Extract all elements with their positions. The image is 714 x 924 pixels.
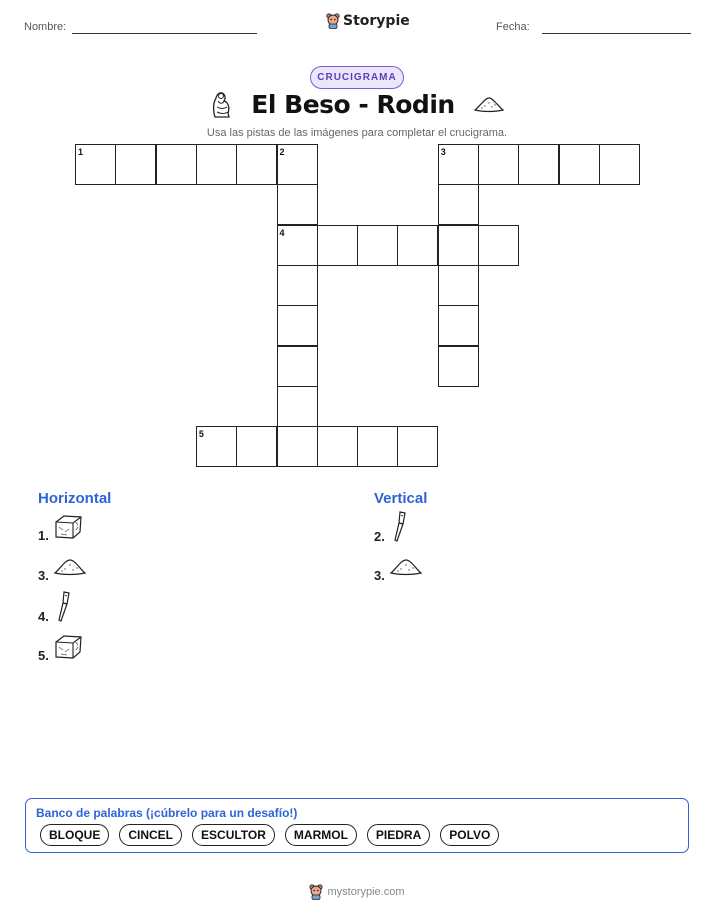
brand-logo bbox=[326, 13, 410, 29]
word-chip: PIEDRA bbox=[367, 824, 430, 846]
clue-vertical-2 bbox=[374, 510, 409, 544]
date-line[interactable] bbox=[542, 33, 691, 34]
crossword-cell[interactable] bbox=[478, 225, 519, 266]
clue-number: 3. bbox=[38, 568, 49, 583]
crossword-cell[interactable] bbox=[277, 386, 318, 427]
cell-number: 2 bbox=[279, 147, 285, 157]
crossword-cell[interactable] bbox=[397, 225, 438, 266]
crossword-cell[interactable] bbox=[277, 265, 318, 306]
crossword-cell[interactable] bbox=[277, 426, 318, 467]
clue-number: 4. bbox=[38, 608, 49, 624]
crossword-badge: CRUCIGRAMA bbox=[310, 66, 404, 89]
page-title: El Beso - Rodin bbox=[251, 89, 455, 119]
crossword-cell[interactable] bbox=[75, 144, 116, 185]
cell-number: 5 bbox=[198, 429, 204, 440]
title-row bbox=[0, 89, 714, 119]
crossword-cell[interactable] bbox=[357, 225, 398, 266]
instructions: Usa las pistas de las imágenes para completar el crucigrama. bbox=[206, 127, 508, 139]
crossword-cell[interactable] bbox=[357, 426, 398, 467]
name-line[interactable] bbox=[72, 33, 257, 34]
marble-block-icon bbox=[53, 513, 83, 541]
bear-mascot-icon bbox=[309, 884, 323, 900]
cell-number: 4 bbox=[279, 227, 285, 238]
kiss-sculpture-icon bbox=[209, 89, 233, 119]
clue-horizontal-5 bbox=[38, 630, 83, 663]
clue-horizontal-1 bbox=[38, 510, 83, 543]
clue-number: 5. bbox=[38, 648, 49, 663]
crossword-cell[interactable] bbox=[518, 144, 559, 185]
word-bank bbox=[25, 798, 689, 853]
cell-number: 3 bbox=[440, 147, 446, 157]
dust-pile-icon bbox=[473, 94, 505, 114]
crossword-cell[interactable] bbox=[115, 144, 156, 185]
clue-number: 2. bbox=[374, 528, 385, 544]
horizontal-heading: Horizontal bbox=[38, 490, 112, 507]
clue-horizontal-4 bbox=[38, 590, 73, 624]
clue-vertical-3 bbox=[374, 550, 423, 583]
word-chip: MARMOL bbox=[285, 824, 357, 846]
word-chip: POLVO bbox=[440, 824, 499, 846]
vertical-heading: Vertical bbox=[374, 490, 428, 507]
crossword-cell[interactable] bbox=[236, 144, 277, 185]
crossword-cell[interactable] bbox=[438, 225, 479, 266]
crossword-cell[interactable] bbox=[236, 426, 277, 467]
name-label: Nombre: bbox=[24, 21, 67, 33]
crossword-cell[interactable] bbox=[478, 144, 519, 185]
dust-pile-icon bbox=[389, 555, 423, 579]
word-chip: BLOQUE bbox=[40, 824, 109, 846]
crossword-cell[interactable] bbox=[438, 144, 479, 185]
crossword-cell[interactable] bbox=[277, 144, 318, 185]
crossword-cell[interactable] bbox=[438, 346, 479, 387]
clue-number: 1. bbox=[38, 528, 49, 543]
crossword-cell[interactable] bbox=[277, 225, 318, 266]
word-bank-title: Banco de palabras (¡cúbrelo para un desafío!) bbox=[36, 806, 298, 820]
crossword-cell[interactable] bbox=[559, 144, 600, 185]
crossword-cell[interactable] bbox=[438, 305, 479, 346]
dust-pile-icon bbox=[53, 555, 87, 579]
crossword-cell[interactable] bbox=[156, 144, 197, 185]
chisel-icon bbox=[389, 510, 409, 544]
date-label: Fecha: bbox=[496, 21, 530, 33]
stone-block-icon bbox=[53, 633, 83, 661]
crossword-cell[interactable] bbox=[196, 426, 237, 467]
clue-number: 3. bbox=[374, 568, 385, 583]
footer bbox=[0, 884, 714, 900]
clue-horizontal-3 bbox=[38, 550, 87, 583]
bear-mascot-icon bbox=[326, 13, 340, 29]
crossword-cell[interactable] bbox=[277, 184, 318, 225]
crossword-cell[interactable] bbox=[438, 184, 479, 225]
crossword-cell[interactable] bbox=[277, 305, 318, 346]
chisel-icon bbox=[53, 590, 73, 624]
crossword-cell[interactable] bbox=[397, 426, 438, 467]
crossword-cell[interactable] bbox=[599, 144, 640, 185]
word-bank-chips bbox=[40, 824, 499, 846]
crossword-cell[interactable] bbox=[317, 225, 358, 266]
cell-number: 1 bbox=[78, 147, 84, 157]
word-chip: ESCULTOR bbox=[192, 824, 275, 846]
brand-name: Storypie bbox=[343, 13, 410, 29]
crossword-cell[interactable] bbox=[317, 426, 358, 467]
crossword-cell[interactable] bbox=[196, 144, 237, 185]
crossword-cell[interactable] bbox=[438, 265, 479, 306]
crossword-cell[interactable] bbox=[277, 346, 318, 387]
footer-url: mystorypie.com bbox=[327, 886, 405, 898]
word-chip: CINCEL bbox=[119, 824, 182, 846]
